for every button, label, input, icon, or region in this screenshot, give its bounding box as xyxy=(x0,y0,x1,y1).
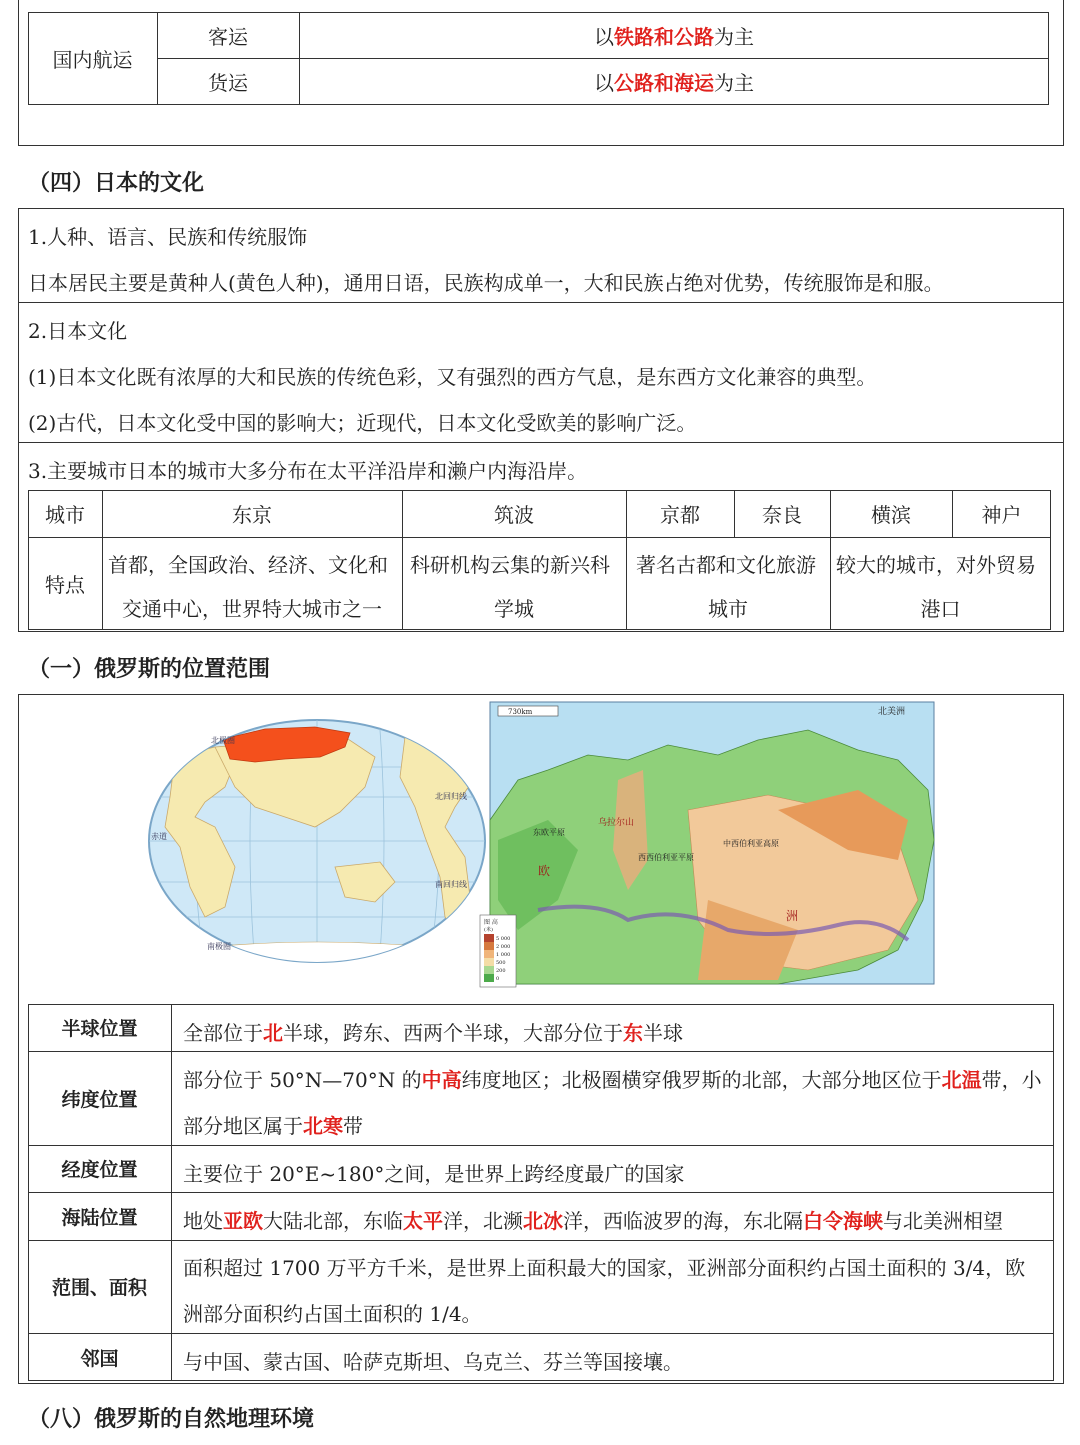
row-label-longitude: 经度位置 xyxy=(61,1159,138,1181)
highlight-text: 太平 xyxy=(403,1209,443,1233)
legend-value: 5 000 xyxy=(496,936,511,942)
city-name-kyoto: 京都 xyxy=(660,503,700,527)
city-name-tsukuba: 筑波 xyxy=(494,503,534,527)
text: 为主 xyxy=(714,24,754,49)
divider xyxy=(28,1145,1054,1146)
highlight-text: 北温 xyxy=(941,1068,982,1092)
section-heading-russia-nature: （八）俄罗斯的自然地理环境 xyxy=(28,1407,315,1432)
divider xyxy=(28,537,1051,538)
label-tropic-north: 北回归线 xyxy=(435,792,467,801)
text: 以 xyxy=(594,24,614,49)
item3-title: 3.主要城市日本的城市大多分布在太平洋沿岸和濑户内海沿岸。 xyxy=(28,459,588,483)
text: 洲部分面积约占国土面积的 1/4。 xyxy=(183,1302,482,1326)
text: 半球，跨东、西两个半球，大部分位于 xyxy=(283,1021,623,1045)
divider xyxy=(28,1051,1054,1052)
label-north-america: 北美洲 xyxy=(878,707,906,717)
highlight-text: 公路和海运 xyxy=(614,71,714,95)
tokyo-feature-line2: 交通中心，世界特大城市之一 xyxy=(122,596,382,621)
label-west-siberian: 西西伯利亚平原 xyxy=(638,853,694,862)
text: 主要位于 20°E~180°之间，是世界上跨经度最广的国家 xyxy=(183,1162,685,1186)
row-text-hemisphere xyxy=(183,1017,683,1046)
row-text-latitude-line1 xyxy=(183,1064,1042,1093)
yokohama-feature-line2: 港口 xyxy=(920,596,961,621)
kyoto-feature-line2: 城市 xyxy=(708,596,748,621)
tokyo-feature-line1: 首都，全国政治、经济、文化和 xyxy=(108,553,388,577)
item1-title: 1.人种、语言、民族和传统服饰 xyxy=(28,225,308,249)
text: 部分地区属于 xyxy=(183,1114,303,1138)
feature-label: 特点 xyxy=(45,573,85,597)
text: 带，小 xyxy=(981,1068,1042,1092)
legend-value: 500 xyxy=(496,960,506,966)
row-label-hemisphere: 半球位置 xyxy=(61,1018,138,1040)
item2-p1: (1)日本文化既有浓厚的大和民族的传统色彩，又有强烈的西方气息，是东西方文化兼容的典型。 xyxy=(28,365,877,389)
row-text-sea-land xyxy=(183,1205,1003,1234)
row-label-neighbors: 邻国 xyxy=(80,1347,119,1370)
label-equator: 赤道 xyxy=(151,832,167,841)
legend-value: 1 000 xyxy=(496,952,511,958)
yokohama-feature-line1: 较大的城市，对外贸易 xyxy=(836,553,1036,577)
divider xyxy=(28,1240,1054,1241)
label-antarctic-circle: 南极圈 xyxy=(207,942,231,951)
legend-unit: (米) xyxy=(484,927,493,933)
text: 洋，北濒 xyxy=(443,1209,523,1233)
label-europe: 欧 xyxy=(538,864,551,878)
kyoto-feature-line1: 著名古都和文化旅游 xyxy=(636,553,816,577)
legend-swatch xyxy=(484,974,494,982)
row-text-latitude-line2 xyxy=(183,1110,363,1139)
highlight-text: 铁路和公路 xyxy=(614,24,714,49)
russia-topo-map xyxy=(478,700,936,990)
divider xyxy=(18,442,1064,443)
city-label: 城市 xyxy=(45,503,85,527)
label-asia: 洲 xyxy=(786,909,799,923)
highlight-text: 白令海峡 xyxy=(803,1209,883,1233)
text: 半球 xyxy=(643,1021,683,1045)
section-heading-japan-culture: （四）日本的文化 xyxy=(28,171,205,196)
text: 与北美洲相望 xyxy=(883,1209,1003,1233)
legend-swatch xyxy=(484,958,494,966)
shipping-passenger-desc xyxy=(299,12,1049,58)
highlight-text: 北寒 xyxy=(303,1114,343,1138)
scale-label: 730km xyxy=(508,708,533,716)
divider xyxy=(28,1333,1054,1334)
shipping-type-freight: 货运 xyxy=(208,71,248,95)
world-map xyxy=(145,717,490,967)
text: 全部位于 xyxy=(183,1021,263,1045)
text: 部分位于 50°N—70°N 的 xyxy=(183,1068,422,1092)
legend-value: 200 xyxy=(496,968,506,974)
row-text-area-line2 xyxy=(183,1298,482,1327)
highlight-text: 东 xyxy=(623,1021,643,1045)
city-name-tokyo: 东京 xyxy=(232,503,272,527)
text: 纬度地区；北极圈横穿俄罗斯的北部，大部分地区位于 xyxy=(461,1068,942,1092)
legend-swatch xyxy=(484,934,494,942)
shipping-freight-desc xyxy=(299,58,1049,105)
text: 带 xyxy=(343,1114,363,1138)
row-label-area: 范围、面积 xyxy=(51,1277,147,1299)
highlight-text: 北 xyxy=(263,1021,283,1045)
tsukuba-feature-line2: 学城 xyxy=(494,596,534,621)
divider xyxy=(28,1192,1054,1193)
label-east-european: 东欧平原 xyxy=(533,828,565,837)
text: 与中国、蒙古国、哈萨克斯坦、乌克兰、芬兰等国接壤。 xyxy=(183,1350,683,1374)
text: 洋，西临波罗的海，东北隔 xyxy=(563,1209,803,1233)
row-label-latitude: 纬度位置 xyxy=(61,1088,138,1111)
shipping-row-header: 国内航运 xyxy=(52,48,133,72)
city-name-yokohama: 横滨 xyxy=(871,503,911,527)
legend-swatch xyxy=(484,950,494,958)
highlight-text: 中高 xyxy=(421,1068,462,1092)
label-ural: 乌拉尔山 xyxy=(598,818,635,828)
label-arctic-circle: 北极圈 xyxy=(211,736,235,745)
city-name-kobe: 神户 xyxy=(981,503,1022,527)
shipping-type-passenger: 客运 xyxy=(208,24,248,49)
item2-title: 2.日本文化 xyxy=(28,319,128,343)
tsukuba-feature-line1: 科研机构云集的新兴科 xyxy=(410,553,610,577)
row-text-neighbors xyxy=(183,1346,683,1375)
legend-swatch xyxy=(484,942,494,950)
text: 为主 xyxy=(714,71,754,95)
text: 以 xyxy=(594,71,614,95)
label-central-siberian: 中西伯利亚高原 xyxy=(723,839,779,848)
legend-value: 2 000 xyxy=(496,944,511,950)
highlight-text: 亚欧 xyxy=(223,1209,263,1233)
text: 地处 xyxy=(183,1209,223,1233)
legend-title: 图 高 xyxy=(484,919,498,926)
legend-value: 0 xyxy=(496,976,500,982)
divider xyxy=(18,302,1064,303)
item2-p2: (2)古代，日本文化受中国的影响大；近现代，日本文化受欧美的影响广泛。 xyxy=(28,411,697,435)
label-tropic-south: 南回归线 xyxy=(435,880,467,889)
text: 面积超过 1700 万平方千米，是世界上面积最大的国家，亚洲部分面积约占国土面积的 3/4，欧 xyxy=(183,1256,1026,1280)
legend-swatch xyxy=(484,966,494,974)
item1-text: 日本居民主要是黄种人(黄色人种)，通用日语，民族构成单一，大和民族占绝对优势，传统服饰是和服。 xyxy=(28,271,944,295)
row-text-longitude xyxy=(183,1158,684,1187)
section-heading-russia-location: （一）俄罗斯的位置范围 xyxy=(28,657,271,682)
city-name-nara: 奈良 xyxy=(762,503,802,527)
row-text-area-line1 xyxy=(183,1252,1025,1281)
highlight-text: 北冰 xyxy=(523,1209,563,1233)
text: 大陆北部，东临 xyxy=(263,1209,403,1233)
row-label-sea-land: 海陆位置 xyxy=(61,1206,138,1229)
